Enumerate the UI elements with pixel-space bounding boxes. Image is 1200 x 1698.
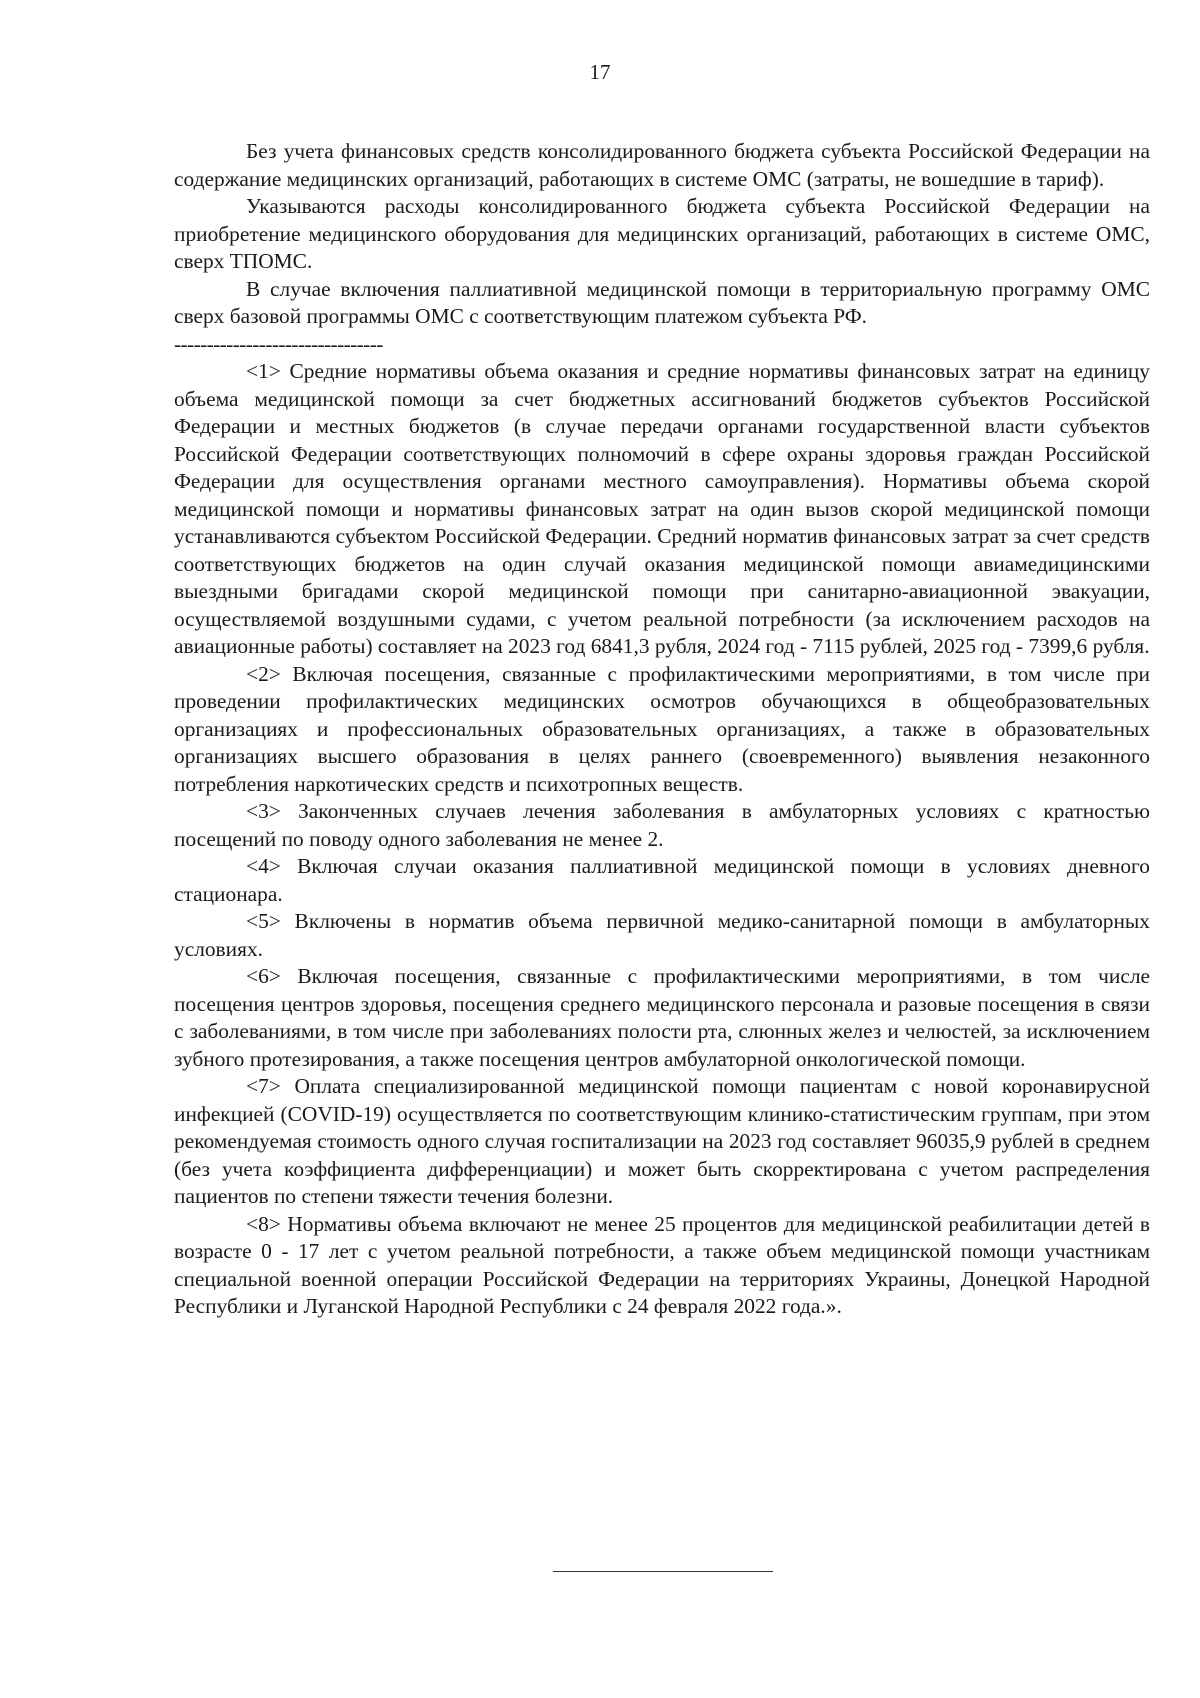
body-paragraph: Без учета финансовых средств консолидированного бюджета субъекта Российской Федерации на содержание медицинских организаций, работающих в системе ОМС (затраты, не вошедшие в тариф). xyxy=(174,139,1150,191)
body-paragraph: Указываются расходы консолидированного бюджета субъекта Российской Федерации на приобретение медицинского оборудования для медицинских организаций, работающих в системе ОМС, сверх ТПОМС. xyxy=(174,194,1150,273)
footnote-3: <3> Законченных случаев лечения заболевания в амбулаторных условиях с кратностью посещений по поводу одного заболевания не менее 2. xyxy=(174,799,1150,851)
footnote-7: <7> Оплата специализированной медицинской помощи пациентам с новой коронавирусной инфекцией (COVID-19) осуществляется по соответствующим клинико-статистическим группам, при этом рекомендуемая стоимость одного случая госпитализации на 2023 год составляет 96035,9 рублей в среднем (без учета коэффициента дифференциации) и может быть скорректирована с учетом распределения пациентов по степени тяжести течения болезни. xyxy=(174,1074,1150,1208)
footnote-separator: -------------------------------- xyxy=(174,331,383,356)
footnote-2: <2> Включая посещения, связанные с профилактическими мероприятиями, в том числе при проведении профилактических медицинских осмотров обучающихся в общеобразовательных организациях и профессиональных образовательных организациях, а также в образовательных организациях высшего образования в целях раннего (своевременного) выявления незаконного потребления наркотических средств и психотропных веществ. xyxy=(174,661,1150,796)
page-number: 17 xyxy=(589,60,611,84)
footnote-8: <8> Нормативы объема включают не менее 25 процентов для медицинской реабилитации детей в возрасте 0 - 17 лет с учетом реальной потребности, а также объем медицинской помощи участникам специальной военной операции Российской Федерации на территориях Украины, Донецкой Народной Республики и Луганской Народной Республики с 24 февраля 2022 года.». xyxy=(174,1211,1150,1318)
footnote-4: <4> Включая случаи оказания паллиативной медицинской помощи в условиях дневного стационара. xyxy=(174,854,1150,906)
footnote-6: <6> Включая посещения, связанные с профилактическими мероприятиями, в том числе посещения центров здоровья, посещения среднего медицинского персонала и разовые посещения в связи с заболеваниями, в том числе при заболеваниях полости рта, слюнных желез и челюстей, за исключением зубного протезирования, а также посещения центров амбулаторной онкологической помощи. xyxy=(174,964,1150,1071)
body-paragraph: В случае включения паллиативной медицинской помощи в территориальную программу ОМС сверх базовой программы ОМС с соответствующим платежом субъекта РФ. xyxy=(174,276,1150,328)
footnote-5: <5> Включены в норматив объема первичной медико-санитарной помощи в амбулаторных условиях. xyxy=(174,909,1150,961)
footnote-1: <1> Средние нормативы объема оказания и средние нормативы финансовых затрат на единицу объема медицинской помощи за счет бюджетных ассигнований бюджетов субъектов Российской Федерации и местных бюджетов (в случае передачи органами государственной власти субъектов Российской Федерации соответствующих полномочий в сфере охраны здоровья граждан Российской Федерации для осуществления органами местного самоуправления). Нормативы объема скорой медицинской помощи и нормативы финансовых затрат на один вызов скорой медицинской помощи устанавливаются субъектом Российской Федерации. Средний норматив финансовых затрат за счет средств соответствующих бюджетов на один случай оказания медицинской помощи авиамедицинскими выездными бригадами скорой медицинской помощи при санитарно-авиационной эвакуации, осуществляемой воздушными судами, с учетом реальной потребности (за исключением расходов на авиационные работы) составляет на 2023 год 6841,3 рубля, 2024 год - 7115 рублей, 2025 год - 7399,6 рубля. xyxy=(174,359,1150,658)
end-of-document-rule xyxy=(553,1571,773,1572)
page-content xyxy=(174,138,1150,1321)
